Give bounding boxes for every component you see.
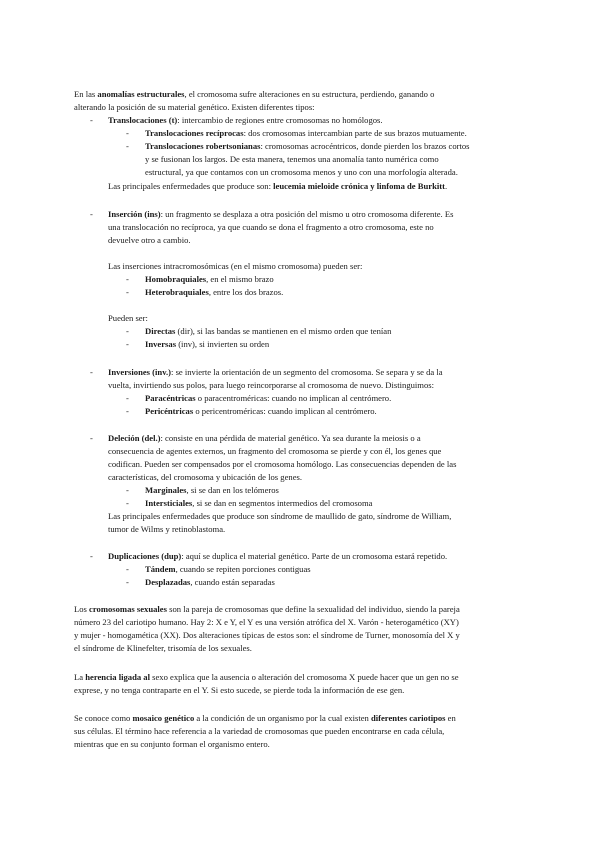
paracentricas-desc: o paracentroméricas: cuando no implican al centrómero. <box>195 393 392 403</box>
homobraquiales-title: Homobraquiales <box>145 274 207 284</box>
inversiones-title: Inversiones (inv.) <box>108 367 172 377</box>
homobraquiales-item <box>145 273 274 286</box>
sexuales-bold: cromosomas sexuales <box>89 604 167 614</box>
delecion-line-3: codifican. Pueden ser compensados por el cromosoma homólogo. Las consecuencias dependen de las <box>108 459 457 469</box>
bullet-dash: - <box>90 209 93 219</box>
delecion-title: Deleción (del.) <box>108 433 161 443</box>
sexuales-line-3: y mujer - homogamética (XX). Dos alteraciones típicas de estos son: el síndrome de Turner, monosomía del X y <box>74 630 460 640</box>
directas-title: Directas <box>145 326 176 336</box>
insercion-line-2: una translocación no recíproca, ya que cuando se dona el fragmento a otro cromosoma, este no <box>108 222 434 232</box>
duplicaciones-title: Duplicaciones (dup) <box>108 551 182 561</box>
robertsonianas-desc: : cromosomas acrocéntricos, donde pierden los brazos cortos <box>260 141 470 151</box>
delecion-desc: : consiste en una pérdida de material genético. Ya sea durante la meiosis o a <box>160 433 421 443</box>
bullet-dash: - <box>126 577 129 587</box>
herencia-line-1: sexo explica que la ausencia o alteración del cromosoma X puede hacer que un gen no se <box>150 672 459 682</box>
paracentricas-title: Paracéntricas <box>145 393 196 403</box>
mosaico-bold-2: diferentes cariotipos <box>370 713 446 723</box>
sexuales-line-4: el síndrome de Klinefelter, trisomía de los sexuales. <box>74 643 252 653</box>
robertsonianas-title: Translocaciones robertsonianas <box>145 141 261 151</box>
bullet-dash: - <box>126 406 129 416</box>
delecion-line-4: características, del cromosoma y ubicación de los genes. <box>108 472 303 482</box>
pericentricas-item <box>145 405 377 418</box>
tandem-title: Tándem <box>145 564 176 574</box>
marginales-desc: , si se dan en los telómeros <box>186 485 279 495</box>
bullet-dash: - <box>126 128 129 138</box>
bullet-dash: - <box>126 339 129 349</box>
delecion-diseases-line-2: tumor de Wilms y retinoblastoma. <box>108 524 226 534</box>
inversiones-desc: : se invierte la orientación de un segmento del cromosoma. Se separa y se da la <box>171 367 443 377</box>
desplazadas-title: Desplazadas <box>145 577 191 587</box>
mosaico-post: en <box>445 713 456 723</box>
mosaico-bold-1: mosaico genético <box>132 713 195 723</box>
reciprocas-desc: : dos cromosomas intercambian parte de sus brazos mutuamente. <box>243 128 467 138</box>
bullet-dash: - <box>126 326 129 336</box>
bullet-dash: - <box>90 115 93 125</box>
intro-bold: anomalías estructurales <box>97 89 185 99</box>
inversiones-item <box>108 366 443 392</box>
heterobraquiales-title: Heterobraquiales <box>145 287 209 297</box>
sexuales-line-2: número 23 del cariotipo humano. Hay 2: X e Y, el Y es una versión atrófica del X. Varón - heterogamético (XY) <box>74 617 459 627</box>
bullet-dash: - <box>90 551 93 561</box>
bullet-dash: - <box>126 141 129 151</box>
tandem-item <box>145 563 311 576</box>
mosaico-line-2: sus células. El término hace referencia a la variedad de cromosomas que pueden encontrarse en cada célula, <box>74 726 445 736</box>
intro-post: , el cromosoma sufre alteraciones en su estructura, perdiendo, ganando o <box>184 89 435 99</box>
insercion-title: Inserción (ins) <box>108 209 161 219</box>
desplazadas-item <box>145 576 275 589</box>
intro-paragraph <box>74 88 526 114</box>
inversas-item <box>145 338 269 351</box>
mosaico-line-3: mientras que en su conjunto forman el organismo entero. <box>74 739 270 749</box>
robertsonianas-line-2: y se fusionan los largos. De esta manera, tenemos una anomalía tanto numérica como <box>145 154 439 164</box>
inversas-desc: (inv), si invierten su orden <box>176 339 270 349</box>
herencia-line-2: exprese, y no tenga contraparte en el Y. Si esto sucede, se pierde toda la información de ese gen. <box>74 685 405 695</box>
desplazadas-desc: , cuando están separadas <box>190 577 275 587</box>
intro-pre: En las <box>74 89 98 99</box>
sexuales-paragraph <box>74 603 526 655</box>
translocaciones-title: Translocaciones (t) <box>108 115 178 125</box>
pueden-ser-label: Pueden ser: <box>108 313 148 323</box>
delecion-item <box>108 432 456 484</box>
mosaico-pre: Se conoce como <box>74 713 133 723</box>
marginales-item <box>145 484 279 497</box>
bullet-dash: - <box>126 287 129 297</box>
duplicaciones-desc: : aquí se duplica el material genético. Parte de un cromosoma estará repetido. <box>181 551 448 561</box>
bullet-dash: - <box>126 393 129 403</box>
tandem-desc: , cuando se repiten porciones contiguas <box>175 564 311 574</box>
duplicaciones-item <box>108 550 447 563</box>
intersticiales-item <box>145 497 372 510</box>
herencia-paragraph <box>74 671 526 697</box>
bullet-dash: - <box>126 498 129 508</box>
intro-line-1 <box>74 88 526 101</box>
intro-line-2: alterando la posición de su material genético. Existen diferentes tipos: <box>74 102 315 112</box>
sexuales-pre: Los <box>74 604 90 614</box>
bullet-dash: - <box>90 367 93 377</box>
insercion-item <box>108 208 453 247</box>
directas-desc: (dir), si las bandas se mantienen en el mismo orden que tenían <box>175 326 392 336</box>
pericentricas-desc: o pericentroméricas: cuando implican al centrómero. <box>193 406 377 416</box>
bullet-dash: - <box>126 274 129 284</box>
insercion-intra: Las inserciones intracromosómicas (en el mismo cromosoma) pueden ser: <box>108 261 363 271</box>
bullet-dash: - <box>90 433 93 443</box>
sexuales-line-1: son la pareja de cromosomas que define la sexualidad del individuo, siendo la pareja <box>166 604 460 614</box>
translocaciones-item <box>108 114 383 127</box>
homobraquiales-desc: , en el mismo brazo <box>206 274 274 284</box>
insercion-desc: : un fragmento se desplaza a otra posición del mismo u otro cromosoma diferente. Es <box>160 209 454 219</box>
robertsonianas-item <box>145 140 470 179</box>
heterobraquiales-item <box>145 286 283 299</box>
reciprocas-title: Translocaciones recíprocas <box>145 128 244 138</box>
herencia-bold: herencia ligada al <box>85 672 150 682</box>
bullet-dash: - <box>126 485 129 495</box>
diseases-bold: leucemia mieloide crónica y linfoma de Burkitt <box>273 181 445 191</box>
directas-item <box>145 325 391 338</box>
inversiones-line-2: vuelta, invirtiendo sus polos, para luego reincorporarse al cromosoma de nuevo. Distinguimos: <box>108 380 435 390</box>
intersticiales-desc: , si se dan en segmentos intermedios del cromosoma <box>192 498 373 508</box>
herencia-pre: La <box>74 672 86 682</box>
diseases-post: . <box>445 181 448 191</box>
robertsonianas-line-3: estructural, ya que contamos con un cromosoma menos y uno con una morfología alterada. <box>145 167 458 177</box>
translocaciones-diseases <box>108 180 447 193</box>
intersticiales-title: Intersticiales <box>145 498 193 508</box>
mosaico-mid: a la condición de un organismo por la cual existen <box>194 713 371 723</box>
marginales-title: Marginales <box>145 485 187 495</box>
heterobraquiales-desc: , entre los dos brazos. <box>208 287 284 297</box>
bullet-dash: - <box>126 564 129 574</box>
paracentricas-item <box>145 392 391 405</box>
translocaciones-desc: : intercambio de regiones entre cromosomas no homólogos. <box>177 115 383 125</box>
insercion-line-3: devuelve otro a cambio. <box>108 235 191 245</box>
pericentricas-title: Pericéntricas <box>145 406 194 416</box>
reciprocas-item <box>145 127 467 140</box>
diseases-pre: Las principales enfermedades que produce son: <box>108 181 274 191</box>
delecion-diseases <box>108 510 451 536</box>
mosaico-paragraph <box>74 712 526 751</box>
delecion-diseases-line-1: Las principales enfermedades que produce son síndrome de maullido de gato, síndrome de William, <box>108 511 452 521</box>
inversas-title: Inversas <box>145 339 177 349</box>
delecion-line-2: consecuencia de agentes externos, un fragmento del cromosoma se pierde y con él, los genes que <box>108 446 442 456</box>
